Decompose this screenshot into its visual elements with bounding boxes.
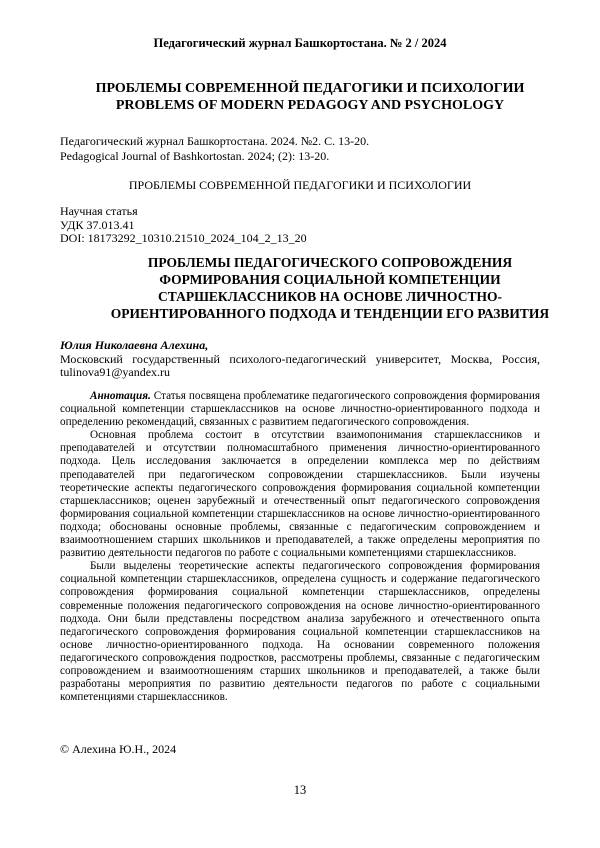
author-block xyxy=(60,339,540,380)
citation-en: Pedagogical Journal of Bashkortostan. 2024; (2): 13-20. xyxy=(60,149,540,164)
article-title-line: ФОРМИРОВАНИЯ СОЦИАЛЬНОЙ КОМПЕТЕНЦИИ xyxy=(100,271,560,288)
section-title xyxy=(80,80,540,114)
section-title-ru: ПРОБЛЕМЫ СОВРЕМЕННОЙ ПЕДАГОГИКИ И ПСИХОЛОГИИ xyxy=(80,80,540,97)
author-name: Юлия Николаевна Алехина, xyxy=(60,339,540,353)
author-email[interactable]: tulinova91@yandex.ru xyxy=(60,366,540,380)
section-title-en: PROBLEMS OF MODERN PEDAGOGY AND PSYCHOLOGY xyxy=(80,97,540,114)
abstract-text: Статья посвящена проблематике педагогического сопровождения формирования социальной компетенции старшеклассников на основе личностно-ориентированного подхода и определению рекомендаций, связанных с развитием педагогического сопровождения. xyxy=(60,390,540,428)
article-title-line: ОРИЕНТИРОВАННОГО ПОДХОДА И ТЕНДЕНЦИИ ЕГО РАЗВИТИЯ xyxy=(100,305,560,322)
rubric: ПРОБЛЕМЫ СОВРЕМЕННОЙ ПЕДАГОГИКИ И ПСИХОЛОГИИ xyxy=(0,178,600,193)
author-affiliation: Московский государственный психолого-педагогический университет, Москва, Россия, xyxy=(60,353,540,367)
udc-code: УДК 37.013.41 xyxy=(60,219,540,233)
citation xyxy=(60,134,540,163)
article-meta xyxy=(60,205,540,246)
abstract-label: Аннотация. xyxy=(90,390,151,402)
article-title xyxy=(100,254,560,322)
abstract-paragraph: Были выделены теоретические аспекты педагогического сопровождения формирования социальной компетенции старшеклассников, определена сущность и содержание педагогического сопровождения формирования социальной компетенции старшеклассников, определены современные положения педагогического сопровождения на основе личностно-ориентированного подхода. Они были представлены посредством анализа зарубежного и отечественного опыта педагогического сопровождения формирования социальной компетенции старшеклассников на основе личностно-ориентированного подхода. На основании современного положения педагогического сопровождения подростков, рассмотрены проблемы, связанные с педагогическим сопровождением и взаимоотношениям старших школьников и преподавателей, а также были разработаны мероприятия по развитию деятельности педагогов по работе с социальными компетенциями старшеклассников. xyxy=(60,560,540,704)
article-type: Научная статья xyxy=(60,205,540,219)
abstract-paragraph: Основная проблема состоит в отсутствии взаимопонимания старшеклассников и преподавателей и отсутствии полномасштабного применения личностно-ориентированного подхода. Цель исследования заключается в определении комплекса мер по действиям преподавателей при педагогическом сопровождении старшеклассников. Были изучены теоретические аспекты педагогического сопровождения формирования социальной компетенции старшеклассников; оценен зарубежный и отечественный опыт педагогического сопровождения формирования социальной компетенции старшеклассников на основе личностно-ориентированного подхода; обоснованы основные проблемы, связанные с педагогическим сопровождением и взаимоотношением старших школьников и преподавателей, а также определены мероприятия по развитию деятельности педагогов по работе с социальными компетенциями старшеклассников. xyxy=(60,429,540,560)
abstract-paragraph xyxy=(60,390,540,429)
article-title-line: СТАРШЕКЛАССНИКОВ НА ОСНОВЕ ЛИЧНОСТНО- xyxy=(100,288,560,305)
copyright: © Алехина Ю.Н., 2024 xyxy=(60,742,540,757)
page-number: 13 xyxy=(0,783,600,798)
citation-ru: Педагогический журнал Башкортостана. 2024. №2. С. 13-20. xyxy=(60,134,540,149)
running-header: Педагогический журнал Башкортостана. № 2 / 2024 xyxy=(0,36,600,51)
article-title-line: ПРОБЛЕМЫ ПЕДАГОГИЧЕСКОГО СОПРОВОЖДЕНИЯ xyxy=(100,254,560,271)
abstract xyxy=(60,390,540,704)
doi: DOI: 18173292_10310.21510_2024_104_2_13_20 xyxy=(60,232,540,246)
